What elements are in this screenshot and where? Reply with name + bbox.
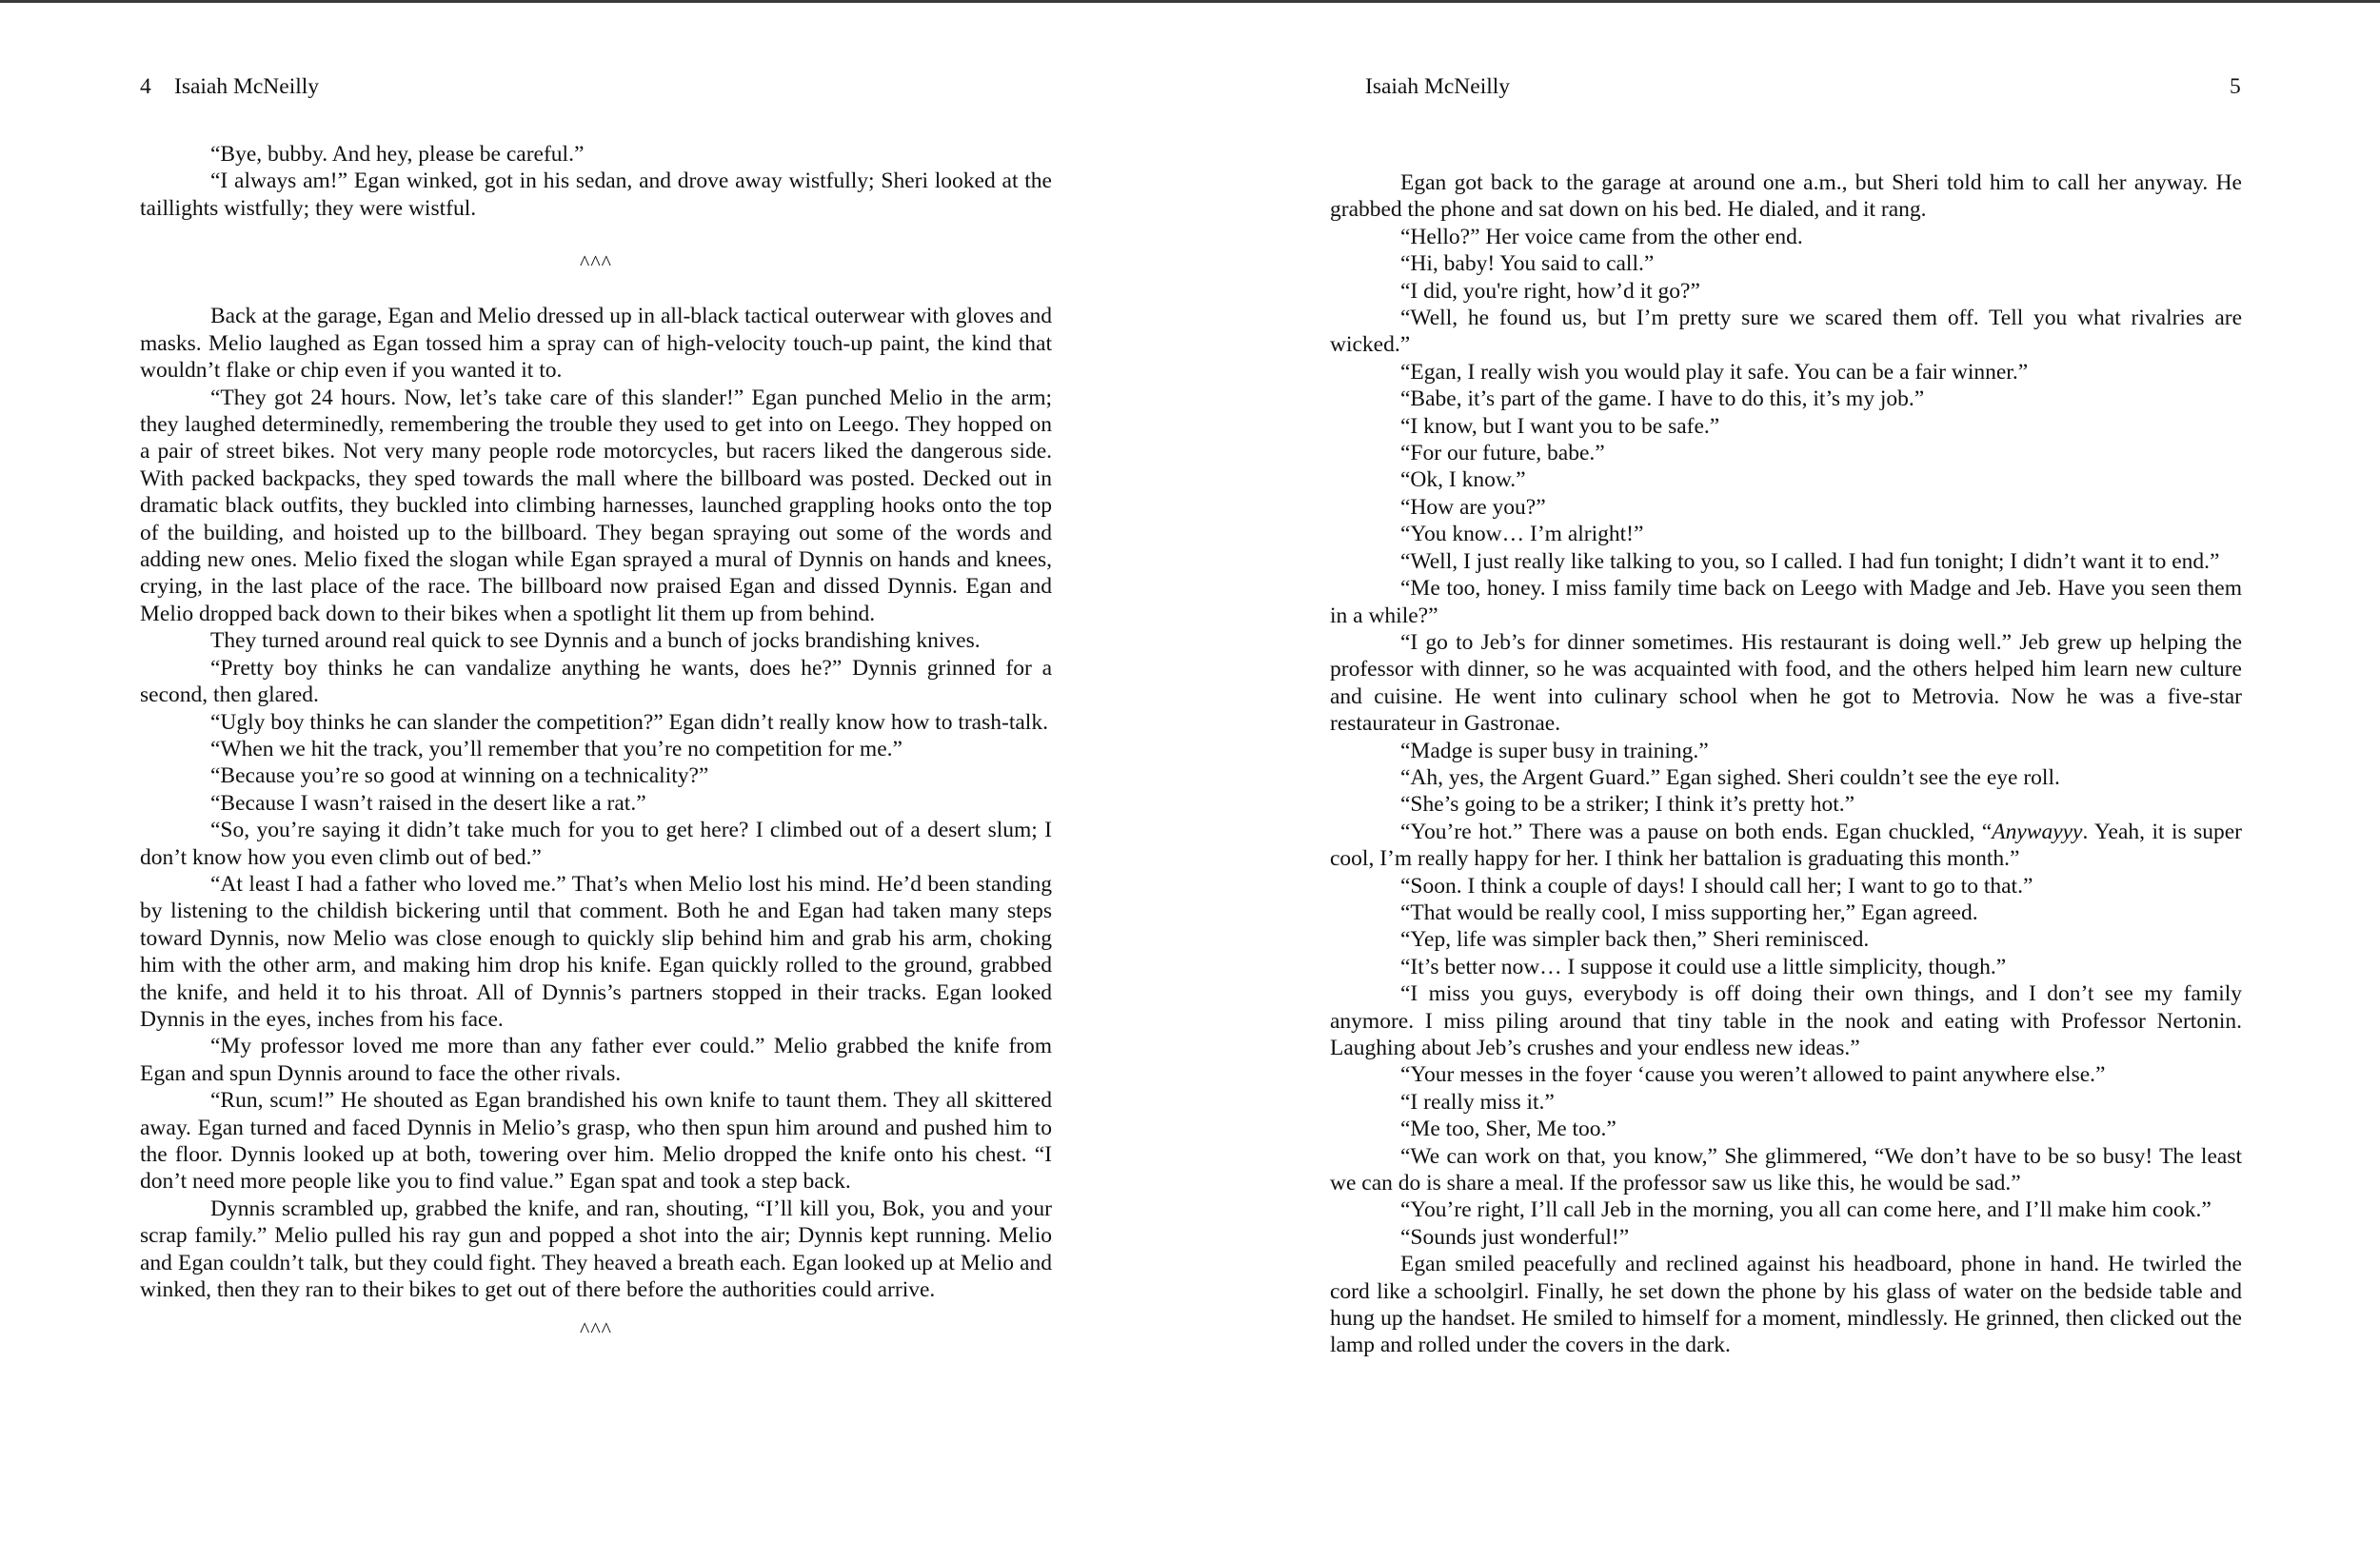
paragraph-group	[140, 303, 1052, 1303]
paragraph: Back at the garage, Egan and Melio dressed up in all-black tactical outerwear with gloves and masks. Melio laughed as Egan tossed him a spray can of high-velocity touch-up paint, the kind that wouldn’t flake or chip even if you wanted it to.	[140, 304, 1052, 384]
paragraph: “It’s better now… I suppose it could use a little simplicity, though.”	[1400, 954, 2007, 979]
paragraph: “They got 24 hours. Now, let’s take care of this slander!” Egan punched Melio in the arm; they laughed determinedly, remembering the trouble they used to get into on Leego. They hopped on a pair of street bikes. Not very many people rode motorcycles, but racers liked the dangerous side. With packed backpacks, they sped towards the mall where the billboard was posted. Decked out in dramatic black outfits, they buckled into climbing harnesses, launched grappling hooks onto the top of the building, and hoisted up to the billboard. They began spraying out some of the words and adding new ones. Melio fixed the slogan while Egan sprayed a mural of Dynnis on hands and knees, crying, in the last place of the race. The billboard now praised Egan and dissed Dynnis. Egan and Melio dropped back down to their bikes when a spotlight lit them up from behind.	[140, 385, 1052, 626]
paragraph: Egan smiled peacefully and reclined against his headboard, phone in hand. He twirled the cord like a schoolgirl. Finally, he set down the phone by his glass of water on the bedside table and hung up the handset. He smiled to himself for a moment, mindlessly. He grinned, then clicked out the lamp and rolled under the covers in the dark.	[1330, 1252, 2242, 1358]
paragraph: “Well, he found us, but I’m pretty sure we scared them off. Tell you what rivalries are wicked.”	[1330, 306, 2242, 358]
paragraph: “I always am!” Egan winked, got in his sedan, and drove away wistfully; Sheri looked at the taillights wistfully; they were wistful.	[140, 168, 1052, 221]
paragraph: “Yep, life was simpler back then,” Sheri reminisced.	[1400, 927, 1870, 953]
paragraph: “For our future, babe.”	[1400, 441, 1605, 466]
paragraph: “Run, scum!” He shouted as Egan brandished his own knife to taunt them. They all skittered away. Egan turned and faced Dynnis in Melio’s grasp, who then spun him around and pushed him to the floor. Dynnis looked up at both, towering over him. Melio dropped the knife onto his chest. “I don’t need more people like you to find value.” Egan spat and took a step back.	[140, 1088, 1052, 1195]
running-head: Isaiah McNeilly	[174, 74, 320, 99]
italic-text: Anywayyy	[1992, 819, 2083, 844]
paragraph: “Sounds just wonderful!”	[1400, 1224, 1630, 1250]
paragraph: “She’s going to be a striker; I think it’s pretty hot.”	[1400, 792, 1855, 818]
paragraph: “My professor loved me more than any father ever could.” Melio grabbed the knife from Egan and spun Dynnis around to face the other rivals.	[140, 1034, 1052, 1086]
paragraph: “Hello?” Her voice came from the other end.	[1400, 224, 1803, 249]
right-page	[1190, 0, 2380, 1542]
paragraph: They turned around real quick to see Dynnis and a bunch of jocks brandishing knives.	[210, 628, 981, 654]
paragraph: “Well, I just really like talking to you, so I called. I had fun tonight; I didn’t want it to end.”	[1400, 548, 2220, 574]
paragraph: “I really miss it.”	[1400, 1089, 1555, 1115]
paragraph: “At least I had a father who loved me.” That’s when Melio lost his mind. He’d been standing by listening to the childish bickering until that comment. Both he and Egan had taken many steps toward Dynnis, now Melio was close enough to quickly slip behind him and grab his arm, choking him with the other arm, and making him drop his knife. Egan quickly rolled to the ground, grabbed the knife, and held it to his throat. All of Dynnis’s partners stopped in their tracks. Egan looked Dynnis in the eyes, inches from his face.	[140, 871, 1052, 1032]
paragraph: “That would be really cool, I miss supporting her,” Egan agreed.	[1400, 900, 1978, 925]
paragraph: “When we hit the track, you’ll remember that you’re no competition for me.”	[210, 736, 902, 761]
text-run: “You’re hot.” There was a pause on both ends. Egan chuckled, “	[1400, 819, 1993, 844]
paragraph: “Me too, honey. I miss family time back on Leego with Madge and Jeb. Have you seen them in a while?”	[1330, 576, 2242, 628]
paragraph: “Because you’re so good at winning on a technicality?”	[210, 763, 709, 789]
paragraph: “I did, you're right, how’d it go?”	[1400, 278, 1700, 304]
paragraph: “I know, but I want you to be safe.”	[1400, 413, 1720, 439]
text-run: . Yeah, it is super cool, I’m really happy for her. I think her battalion is graduating this month.”	[1330, 819, 2242, 872]
paragraph: “Soon. I think a couple of days! I should call her; I want to go to that.”	[1400, 873, 2033, 899]
page-number: 4	[140, 74, 151, 99]
paragraph: “Madge is super busy in training.”	[1400, 738, 1709, 763]
page-number: 5	[2230, 74, 2241, 99]
paragraph: Egan got back to the garage at around one a.m., but Sheri told him to call her anyway. He grabbed the phone and sat down on his bed. He dialed, and it rang.	[1330, 170, 2242, 223]
paragraph	[1330, 819, 2242, 873]
paragraph: “We can work on that, you know,” She glimmered, “We don’t have to be so busy! The least we can do is share a meal. If the professor saw us like this, he would be sad.”	[1330, 1143, 2242, 1196]
paragraph: “Because I wasn’t raised in the desert like a rat.”	[210, 790, 646, 816]
paragraph-group	[1330, 873, 2242, 1359]
running-head: Isaiah McNeilly	[1365, 74, 1511, 99]
paragraph-group	[140, 141, 1052, 222]
page-body	[1330, 169, 2242, 1359]
paragraph: “Babe, it’s part of the game. I have to do this, it’s my job.”	[1400, 386, 1925, 412]
paragraph: “How are you?”	[1400, 494, 1546, 520]
paragraph: “I go to Jeb’s for dinner sometimes. His restaurant is doing well.” Jeb grew up helping the professor with dinner, so he was acquainted with food, and the others helped him learn new culture and cuisine. He went into culinary school when he got to Metrovia. Now he was a five-star restaurateur in Gastronae.	[1330, 629, 2242, 737]
paragraph: “Ugly boy thinks he can slander the competition?” Egan didn’t really know how to trash-talk.	[210, 709, 1048, 735]
paragraph: “Ok, I know.”	[1400, 467, 1526, 493]
paragraph: “Pretty boy thinks he can vandalize anything he wants, does he?” Dynnis grinned for a second, then glared.	[140, 655, 1052, 708]
paragraph: “I miss you guys, everybody is off doing their own things, and I don’t see my family anymore. I miss piling around that tiny table in the nook and eating with Professor Nertonin. Laughing about Jeb’s crushes and your endless new ideas.”	[1330, 981, 2242, 1060]
section-separator-end: ^^^	[580, 1317, 612, 1342]
paragraph: “Me too, Sher, Me too.”	[1400, 1117, 1616, 1142]
section-separator: ^^^	[580, 249, 612, 274]
paragraph: “Bye, bubby. And hey, please be careful.”	[210, 142, 585, 167]
paragraph: “So, you’re saying it didn’t take much for you to get here? I climbed out of a desert slum; I don’t know how you even climb out of bed.”	[140, 818, 1052, 870]
paragraph: “You’re right, I’ll call Jeb in the morning, you all can come here, and I’ll make him cook.”	[1400, 1197, 2211, 1223]
paragraph: “You know… I’m alright!”	[1400, 522, 1644, 547]
paragraph-group	[1330, 169, 2242, 819]
paragraph: Dynnis scrambled up, grabbed the knife, and ran, shouting, “I’ll kill you, Bok, you and your scrap family.” Melio pulled his ray gun and popped a shot into the air; Dynnis kept running. Melio and Egan couldn’t talk, but they could fight. They heaved a breath each. Egan looked up at Melio and winked, then they ran to their bikes to get out of there before the authorities could arrive.	[140, 1196, 1052, 1303]
paragraph: “Ah, yes, the Argent Guard.” Egan sighed. Sheri couldn’t see the eye roll.	[1400, 764, 2060, 790]
paragraph: “Your messes in the foyer ‘cause you weren’t allowed to paint anywhere else.”	[1400, 1062, 2106, 1088]
page-body	[140, 141, 1052, 1344]
paragraph: “Hi, baby! You said to call.”	[1400, 251, 1655, 277]
paragraph: “Egan, I really wish you would play it safe. You can be a fair winner.”	[1400, 359, 2029, 385]
